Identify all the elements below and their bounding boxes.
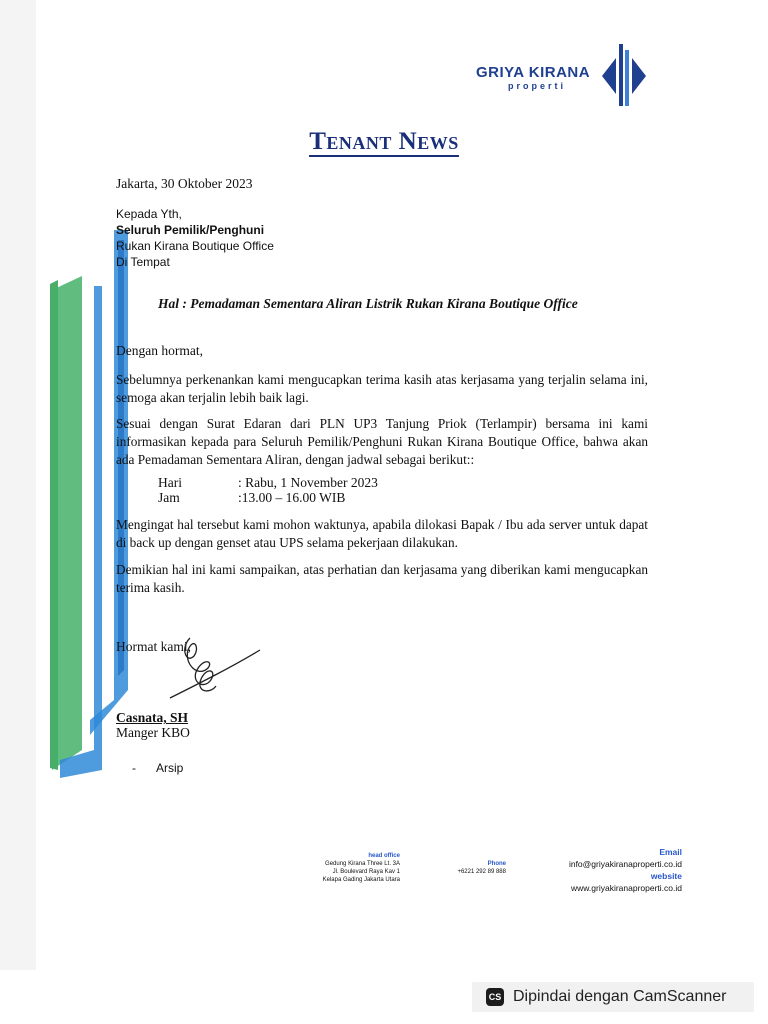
paragraph-2: Sesuai dengan Surat Edaran dari PLN UP3 Tanjung Priok (Terlampir) bersama ini kami informasikan kepada para Seluruh Pemilik/Penghuni Rukan Kirana Boutique Office, bahwa akan ada Pemadaman Sementara Aliran, dengan jadwal sebagai berikut:: [116,416,648,467]
green-bar-main [52,276,82,770]
schedule-day-value: : Rabu, 1 November 2023 [238,475,378,490]
phone-label: Phone [487,861,506,867]
paragraph-3: Mengingat hal tersebut kami mohon waktunya, apabila dilokasi Bapak / Ibu ada server untuk dapat di back up dengan genset atau UPS selama pekerjaan dilakukan. [116,517,648,550]
recipient-line-3: Rukan Kirana Boutique Office [116,239,274,253]
website-address: www.griyakiranaproperti.co.id [570,883,682,893]
phone-number: +6221 292 89 888 [457,869,506,875]
address-line-1: Gedung Kirana Three Lt. 3A [325,861,400,867]
email-address: info@griyakiranaproperti.co.id [568,859,682,869]
recipient-line-4: Di Tempat [116,255,170,269]
camscanner-watermark [472,982,754,1012]
schedule-time-label: Jam [158,490,180,505]
footer-head-office [312,852,400,884]
cc-bullet: - [132,761,136,775]
address-line-3: Kelapa Gading Jakarta Utara [322,877,400,883]
address-line-2: Jl. Boulevard Raya Kav 1 [332,869,400,875]
camscanner-text: Dipindai dengan CamScanner [513,988,727,1005]
letter-date: Jakarta, 30 Oktober 2023 [116,176,253,191]
logo-subtitle: properti [508,81,567,91]
handwritten-signature [150,628,270,708]
head-office-label: head office [368,853,400,859]
camscanner-icon: CS [486,988,504,1006]
email-label: Email [659,847,682,857]
recipient-line-2: Seluruh Pemilik/Penghuni [116,223,265,237]
document-title [0,128,768,156]
letter-closing: Hormat kami, [116,639,191,654]
schedule-day-label: Hari [158,475,182,490]
document-title-text: Tenant News [309,128,459,155]
letter-greeting: Dengan hormat, [116,343,203,358]
footer-contact [540,846,682,894]
paragraph-1: Sebelumnya perkenankan kami mengucapkan terima kasih atas kerjasama yang terjalin selama ini, semoga akan terjalin lebih baik lagi. [116,372,648,405]
logo-name: GRIYA KIRANA [476,64,591,81]
footer-phone [446,860,506,876]
signer-position: Manger KBO [116,725,190,740]
logo-mark-icon [596,44,652,108]
decorative-bars-graphic [46,230,166,790]
recipient-line-1: Kepada Yth, [116,207,182,221]
cc-label: Arsip [156,761,184,775]
company-logo [476,44,656,108]
signer-name: Casnata, SH [116,710,189,725]
schedule-time-value: :13.00 – 16.00 WIB [238,490,346,505]
paragraph-4: Demikian hal ini kami sampaikan, atas perhatian dan kerjasama yang diberikan kami mengucapkan terima kasih. [116,562,648,595]
letter-subject: Hal : Pemadaman Sementara Aliran Listrik Rukan Kirana Boutique Office [158,296,578,311]
website-label: website [650,871,682,881]
